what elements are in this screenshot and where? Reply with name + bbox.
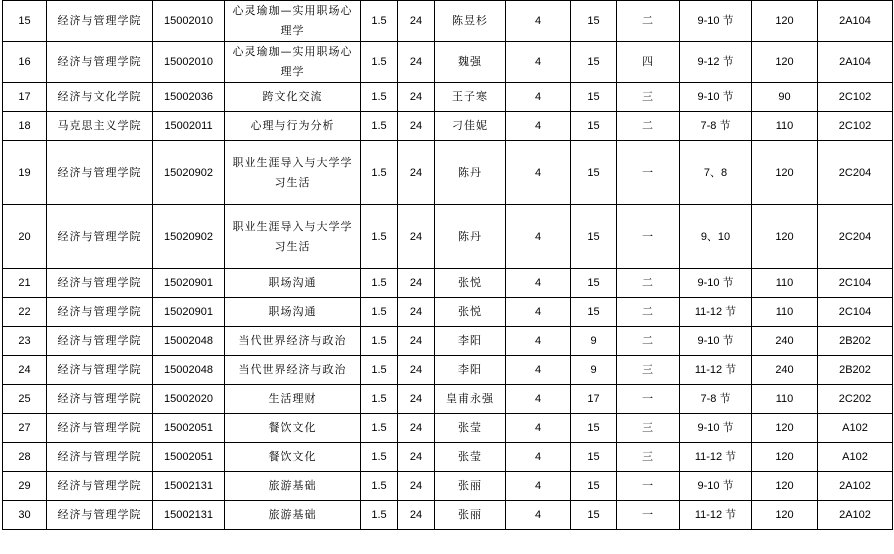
cell-course-code: 15002020	[153, 385, 225, 414]
cell-room: 2B202	[818, 356, 893, 385]
cell-course-code: 15020901	[153, 269, 225, 298]
cell-teacher: 李阳	[435, 327, 506, 356]
table-body	[3, 1, 893, 530]
cell-capacity: 240	[752, 327, 818, 356]
cell-capacity: 110	[752, 385, 818, 414]
cell-no: 20	[3, 205, 47, 269]
cell-period: 9-10 节	[680, 414, 752, 443]
cell-course-code: 15020901	[153, 298, 225, 327]
table-row	[3, 42, 893, 83]
cell-course-code: 15002048	[153, 327, 225, 356]
cell-credit: 1.5	[361, 83, 398, 112]
cell-weeks: 15	[571, 501, 617, 530]
cell-college: 经济与管理学院	[47, 443, 153, 472]
cell-weekly-hours: 4	[506, 112, 571, 141]
cell-period: 7-8 节	[680, 112, 752, 141]
cell-period: 9-10 节	[680, 327, 752, 356]
cell-teacher: 陈昱杉	[435, 1, 506, 42]
cell-course-name: 餐饮文化	[225, 443, 361, 472]
cell-course-code: 15002011	[153, 112, 225, 141]
cell-college: 经济与管理学院	[47, 385, 153, 414]
cell-credit: 1.5	[361, 269, 398, 298]
cell-college: 经济与管理学院	[47, 472, 153, 501]
cell-no: 21	[3, 269, 47, 298]
cell-capacity: 120	[752, 205, 818, 269]
cell-teacher: 刁佳妮	[435, 112, 506, 141]
cell-course-name: 心灵瑜珈—实用职场心理学	[225, 1, 361, 42]
cell-period: 11-12 节	[680, 298, 752, 327]
cell-weekly-hours: 4	[506, 269, 571, 298]
cell-course-name: 当代世界经济与政治	[225, 327, 361, 356]
cell-period: 9-10 节	[680, 472, 752, 501]
cell-no: 30	[3, 501, 47, 530]
cell-weekday: 一	[617, 472, 680, 501]
table-row	[3, 83, 893, 112]
table-row	[3, 269, 893, 298]
cell-hours: 24	[398, 472, 435, 501]
cell-weekday: 三	[617, 443, 680, 472]
cell-weekday: 三	[617, 83, 680, 112]
cell-weekday: 三	[617, 356, 680, 385]
cell-room: 2A104	[818, 42, 893, 83]
cell-weekday: 二	[617, 327, 680, 356]
cell-period: 9-10 节	[680, 83, 752, 112]
cell-period: 9-12 节	[680, 42, 752, 83]
table-row	[3, 141, 893, 205]
cell-hours: 24	[398, 414, 435, 443]
cell-no: 27	[3, 414, 47, 443]
cell-weeks: 15	[571, 205, 617, 269]
cell-period: 11-12 节	[680, 356, 752, 385]
table-row	[3, 414, 893, 443]
cell-period: 11-12 节	[680, 501, 752, 530]
course-schedule-table	[2, 0, 893, 530]
cell-capacity: 110	[752, 112, 818, 141]
cell-credit: 1.5	[361, 205, 398, 269]
cell-course-name: 旅游基础	[225, 472, 361, 501]
cell-room: 2A102	[818, 472, 893, 501]
table-row	[3, 112, 893, 141]
table-row	[3, 298, 893, 327]
cell-weekday: 二	[617, 1, 680, 42]
cell-weekly-hours: 4	[506, 501, 571, 530]
cell-weekly-hours: 4	[506, 385, 571, 414]
cell-teacher: 张莹	[435, 414, 506, 443]
cell-weekly-hours: 4	[506, 42, 571, 83]
cell-hours: 24	[398, 112, 435, 141]
cell-room: 2A102	[818, 501, 893, 530]
cell-no: 18	[3, 112, 47, 141]
cell-room: A102	[818, 443, 893, 472]
cell-room: 2C204	[818, 205, 893, 269]
cell-college: 经济与文化学院	[47, 83, 153, 112]
cell-course-code: 15020902	[153, 141, 225, 205]
cell-room: 2A104	[818, 1, 893, 42]
cell-course-code: 15002051	[153, 414, 225, 443]
cell-credit: 1.5	[361, 298, 398, 327]
cell-hours: 24	[398, 443, 435, 472]
cell-room: 2C102	[818, 112, 893, 141]
cell-weekly-hours: 4	[506, 356, 571, 385]
cell-teacher: 张丽	[435, 472, 506, 501]
cell-weekly-hours: 4	[506, 83, 571, 112]
cell-course-name: 职业生涯导入与大学学习生活	[225, 141, 361, 205]
cell-weekly-hours: 4	[506, 472, 571, 501]
cell-no: 28	[3, 443, 47, 472]
cell-weekly-hours: 4	[506, 443, 571, 472]
cell-credit: 1.5	[361, 327, 398, 356]
cell-period: 9、10	[680, 205, 752, 269]
cell-teacher: 李阳	[435, 356, 506, 385]
cell-no: 29	[3, 472, 47, 501]
cell-college: 经济与管理学院	[47, 327, 153, 356]
cell-period: 9-10 节	[680, 1, 752, 42]
cell-hours: 24	[398, 1, 435, 42]
cell-room: 2C204	[818, 141, 893, 205]
cell-no: 19	[3, 141, 47, 205]
cell-course-name: 职场沟通	[225, 298, 361, 327]
cell-teacher: 魏强	[435, 42, 506, 83]
table-row	[3, 443, 893, 472]
cell-weeks: 15	[571, 141, 617, 205]
cell-capacity: 120	[752, 501, 818, 530]
cell-hours: 24	[398, 205, 435, 269]
cell-credit: 1.5	[361, 1, 398, 42]
cell-period: 7、8	[680, 141, 752, 205]
cell-hours: 24	[398, 269, 435, 298]
cell-college: 马克思主义学院	[47, 112, 153, 141]
cell-hours: 24	[398, 298, 435, 327]
cell-weekday: 一	[617, 385, 680, 414]
cell-hours: 24	[398, 83, 435, 112]
cell-teacher: 陈丹	[435, 141, 506, 205]
cell-credit: 1.5	[361, 42, 398, 83]
cell-course-name: 职场沟通	[225, 269, 361, 298]
cell-weekday: 一	[617, 141, 680, 205]
cell-hours: 24	[398, 141, 435, 205]
cell-course-code: 15002036	[153, 83, 225, 112]
cell-course-code: 15020902	[153, 205, 225, 269]
cell-credit: 1.5	[361, 141, 398, 205]
cell-no: 17	[3, 83, 47, 112]
cell-capacity: 90	[752, 83, 818, 112]
table-row	[3, 501, 893, 530]
cell-college: 经济与管理学院	[47, 205, 153, 269]
cell-college: 经济与管理学院	[47, 42, 153, 83]
cell-weeks: 15	[571, 298, 617, 327]
cell-hours: 24	[398, 327, 435, 356]
cell-credit: 1.5	[361, 443, 398, 472]
cell-weekday: 二	[617, 112, 680, 141]
cell-capacity: 110	[752, 298, 818, 327]
cell-period: 11-12 节	[680, 443, 752, 472]
cell-capacity: 120	[752, 141, 818, 205]
table-row	[3, 385, 893, 414]
cell-weeks: 15	[571, 269, 617, 298]
cell-weeks: 9	[571, 356, 617, 385]
cell-hours: 24	[398, 356, 435, 385]
cell-credit: 1.5	[361, 414, 398, 443]
cell-course-name: 旅游基础	[225, 501, 361, 530]
cell-college: 经济与管理学院	[47, 356, 153, 385]
cell-room: 2C104	[818, 298, 893, 327]
cell-weeks: 9	[571, 327, 617, 356]
cell-weeks: 15	[571, 414, 617, 443]
cell-course-code: 15002010	[153, 1, 225, 42]
cell-weeks: 15	[571, 1, 617, 42]
cell-no: 25	[3, 385, 47, 414]
cell-credit: 1.5	[361, 385, 398, 414]
cell-teacher: 皇甫永强	[435, 385, 506, 414]
cell-capacity: 110	[752, 269, 818, 298]
cell-weekday: 四	[617, 42, 680, 83]
cell-college: 经济与管理学院	[47, 501, 153, 530]
cell-weekday: 一	[617, 501, 680, 530]
cell-capacity: 240	[752, 356, 818, 385]
cell-credit: 1.5	[361, 472, 398, 501]
cell-period: 7-8 节	[680, 385, 752, 414]
cell-course-name: 心灵瑜珈—实用职场心理学	[225, 42, 361, 83]
cell-weekly-hours: 4	[506, 414, 571, 443]
cell-weeks: 15	[571, 112, 617, 141]
cell-weeks: 15	[571, 42, 617, 83]
table-row	[3, 472, 893, 501]
cell-no: 16	[3, 42, 47, 83]
cell-weeks: 17	[571, 385, 617, 414]
cell-room: 2C102	[818, 83, 893, 112]
cell-room: 2C104	[818, 269, 893, 298]
cell-no: 22	[3, 298, 47, 327]
cell-credit: 1.5	[361, 112, 398, 141]
cell-course-code: 15002010	[153, 42, 225, 83]
cell-weekday: 三	[617, 414, 680, 443]
cell-teacher: 王子寒	[435, 83, 506, 112]
cell-course-code: 15002051	[153, 443, 225, 472]
cell-weekly-hours: 4	[506, 205, 571, 269]
cell-teacher: 陈丹	[435, 205, 506, 269]
cell-course-name: 当代世界经济与政治	[225, 356, 361, 385]
cell-period: 9-10 节	[680, 269, 752, 298]
cell-weekly-hours: 4	[506, 1, 571, 42]
cell-no: 24	[3, 356, 47, 385]
cell-weeks: 15	[571, 472, 617, 501]
cell-college: 经济与管理学院	[47, 414, 153, 443]
cell-credit: 1.5	[361, 501, 398, 530]
cell-course-name: 生活理财	[225, 385, 361, 414]
cell-weekly-hours: 4	[506, 327, 571, 356]
cell-course-code: 15002131	[153, 501, 225, 530]
cell-college: 经济与管理学院	[47, 141, 153, 205]
cell-weeks: 15	[571, 443, 617, 472]
cell-course-name: 餐饮文化	[225, 414, 361, 443]
cell-no: 15	[3, 1, 47, 42]
table-row	[3, 356, 893, 385]
cell-course-name: 职业生涯导入与大学学习生活	[225, 205, 361, 269]
cell-capacity: 120	[752, 443, 818, 472]
cell-weekly-hours: 4	[506, 141, 571, 205]
cell-credit: 1.5	[361, 356, 398, 385]
cell-hours: 24	[398, 42, 435, 83]
cell-capacity: 120	[752, 414, 818, 443]
cell-weekday: 二	[617, 269, 680, 298]
cell-weekly-hours: 4	[506, 298, 571, 327]
cell-course-name: 跨文化交流	[225, 83, 361, 112]
cell-course-name: 心理与行为分析	[225, 112, 361, 141]
cell-hours: 24	[398, 385, 435, 414]
cell-teacher: 张丽	[435, 501, 506, 530]
cell-college: 经济与管理学院	[47, 298, 153, 327]
cell-course-code: 15002131	[153, 472, 225, 501]
cell-teacher: 张悦	[435, 269, 506, 298]
cell-no: 23	[3, 327, 47, 356]
cell-course-code: 15002048	[153, 356, 225, 385]
cell-teacher: 张悦	[435, 298, 506, 327]
table-row	[3, 327, 893, 356]
cell-room: A102	[818, 414, 893, 443]
cell-weeks: 15	[571, 83, 617, 112]
cell-college: 经济与管理学院	[47, 269, 153, 298]
cell-hours: 24	[398, 501, 435, 530]
table-row	[3, 1, 893, 42]
cell-capacity: 120	[752, 42, 818, 83]
cell-room: 2B202	[818, 327, 893, 356]
cell-capacity: 120	[752, 472, 818, 501]
table-row	[3, 205, 893, 269]
cell-weekday: 二	[617, 298, 680, 327]
cell-college: 经济与管理学院	[47, 1, 153, 42]
cell-teacher: 张莹	[435, 443, 506, 472]
cell-capacity: 120	[752, 1, 818, 42]
cell-room: 2C202	[818, 385, 893, 414]
cell-weekday: 一	[617, 205, 680, 269]
